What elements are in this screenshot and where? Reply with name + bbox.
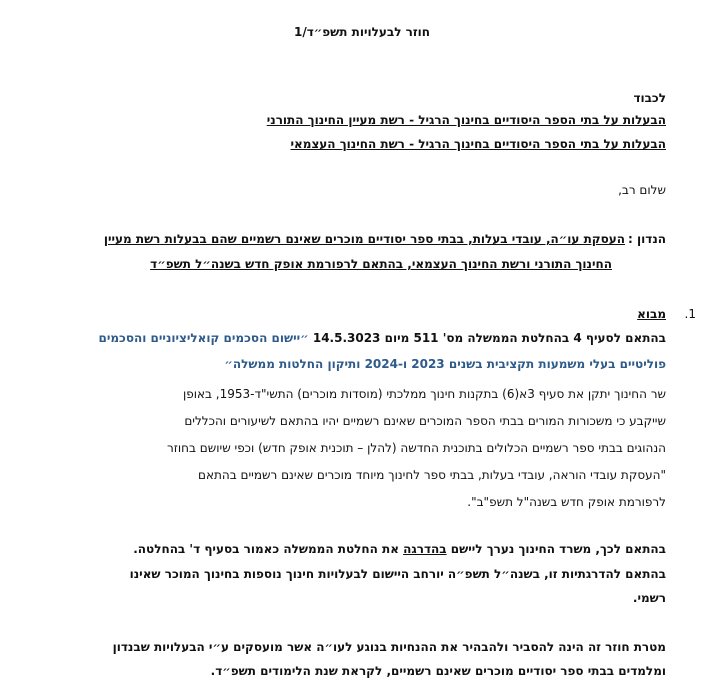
addressee-line-1: הבעלות על בתי הספר היסודיים בחינוך הרגיל - רשת מעיין החינוך התורני xyxy=(266,113,666,127)
decision-title-part-1: ״יישום הסכמים קואליציוניים והסכמים xyxy=(98,331,309,345)
subject-line-2: החינוך התורני ורשת החינוך העצמאי, בהתאם לרפורמת אופק חדש בשנה״ל תשפ״ד xyxy=(150,257,612,271)
quote-line: "העסקת עובדי הוראה, עובדי בעלות, בבתי ספר לחינוך מיוחד מוכרים שאינם רשמיים בהתאם xyxy=(198,468,666,482)
subject-label: הנדון : xyxy=(628,232,666,246)
paragraph-2-line-1 xyxy=(133,541,666,557)
decision-title-part-2: פוליטיים בעלי משמעות תקציבית בשנים 2023 ו-2024 ותיקון החלטות ממשלה״ xyxy=(224,357,666,371)
addressee-line-2: הבעלות על בתי הספר היסודיים בחינוך הרגיל - רשת החינוך העצמאי xyxy=(290,137,666,151)
decision-reference: בהתאם לסעיף 4 בהחלטת הממשלה מס' 511 מיום 14.5.3023 xyxy=(308,331,666,345)
gradually-emphasis: בהדרגה xyxy=(403,542,447,556)
quote-line: הנהוגים בבתי ספר רשמיים הכלולים בתוכנית החדשה (להלן – תוכנית אופק חדש) וכפי שיושם בחוזר xyxy=(166,441,666,455)
paragraph-2-line-3: רשמי. xyxy=(632,591,666,605)
paragraph-2-text: בהתאם לכך, משרד החינוך נערך ליישם xyxy=(446,542,666,556)
paragraph-3-line-1: מטרת חוזר זה הינה להסביר ולהבהיר את ההנחיות בנוגע לעו״ה אשר מועסקים ע״י הבעלויות שבנדון xyxy=(112,640,666,654)
quote-line: שייקבע כי משכורות המורים בבתי הספר המוכרים שאינם רשמיים יהיו בהתאם לשיעורים והכללים xyxy=(184,414,666,428)
paragraph-2-line-2: בהתאם להדרגתיות זו, בשנה״ל תשפ״ה יורחב היישום לבעלויות חינוך נוספות בחינוך המוכר שאינו xyxy=(129,567,666,581)
document-title: חוזר לבעלויות תשפ״ד/1 xyxy=(293,25,431,39)
quote-line: שר החינוך יתקן את סעיף 3א(6) בתקנות חינוך ממלכתי (מוסדות מוכרים) התשי"ד-1953, באופן xyxy=(182,387,666,401)
quote-line: לרפורמת אופק חדש בשנה"ל תשפ"ב". xyxy=(467,495,666,509)
intro-line-1 xyxy=(98,330,666,346)
greeting: שלום רב, xyxy=(618,183,666,197)
section-heading: מבוא xyxy=(637,307,666,321)
addressee-honorific: לכבוד xyxy=(633,91,666,105)
paragraph-2-text: את החלטת הממשלה כאמור בסעיף ד' בהחלטה. xyxy=(133,542,404,556)
paragraph-3-line-2: ומלמדים בבתי ספר יסודיים מוכרים שאינם רשמיים, לקראת שנת הלימודים תשפ״ד. xyxy=(210,664,666,678)
section-number: 1. xyxy=(684,307,696,321)
subject-line-1: העסקת עו״ה, עובדי בעלות, בבתי ספר יסודיים מוכרים שאינם רשמיים שהם בבעלות רשת מעיין xyxy=(103,232,625,246)
